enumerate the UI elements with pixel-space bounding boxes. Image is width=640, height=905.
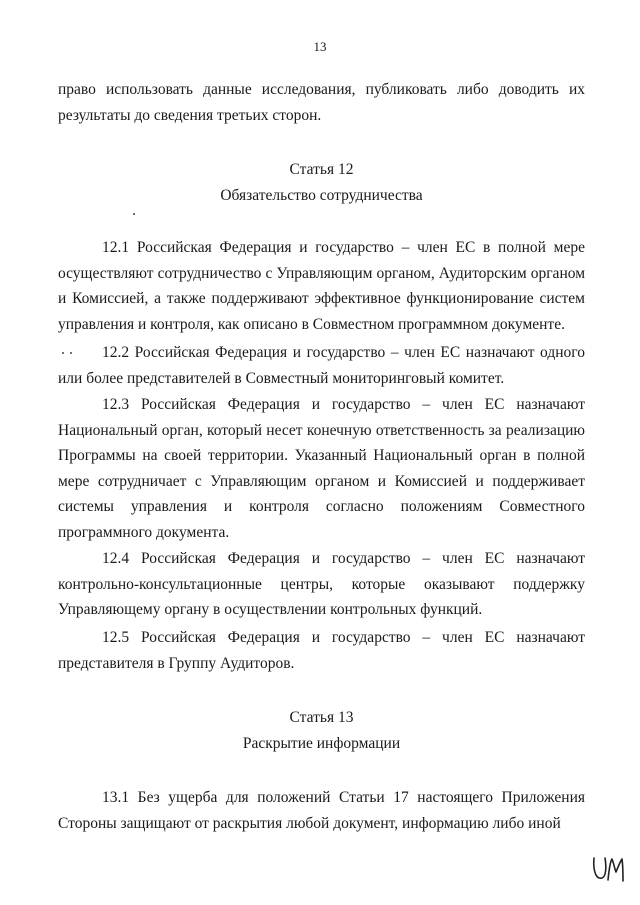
article-13-heading: Статья 13 [289,709,354,726]
paragraph-13-1: 13.1 Без ущерба для положений Статьи 17 настоящего Приложения Стороны защищают от раскрытия любой документ, информацию либо иной [58,789,585,832]
scan-speck [62,352,64,354]
article-12-title: Обязательство сотрудничества [220,187,423,204]
article-13-title: Раскрытие информации [242,735,401,752]
paragraph-12-2: 12.2 Российская Федерация и государство – член ЕС назначают одного или более представителей в Совместный мониторинговый комитет. [58,344,585,387]
article-12-heading: Статья 12 [289,161,354,178]
scan-speck [133,213,135,215]
paragraph-12-1: 12.1 Российская Федерация и государство – член ЕС в полной мере осуществляют сотрудничество с Управляющим органом, Аудиторским органом и Комиссией, а также поддерживают эффективное функционирование систем управления и контроля, как описано в Совместном программном документе. [58,239,585,333]
paragraph-12-3: 12.3 Российская Федерация и государство – член ЕС назначают Национальный орган, который несет конечную ответственность за реализацию Программы на своей территории. Указанный Национальный орган в полной мере сотрудничает с Управляющим органом и Комиссией и поддерживает системы управления и контроля согласно положениям Совместного программного документа. [58,396,585,541]
scan-speck [70,352,72,354]
handwritten-initials-mark [590,850,626,888]
paragraph-12-5: 12.5 Российская Федерация и государство – член ЕС назначают представителя в Группу Аудиторов. [58,629,585,672]
page-number: 13 [313,39,327,54]
paragraph-12-4: 12.4 Российская Федерация и государство – член ЕС назначают контрольно-консультационные центры, которые оказывают поддержку Управляющему органу в осуществлении контрольных функций. [58,550,585,619]
intro-paragraph: право использовать данные исследования, публиковать либо доводить их результаты до сведения третьих сторон. [58,81,585,124]
